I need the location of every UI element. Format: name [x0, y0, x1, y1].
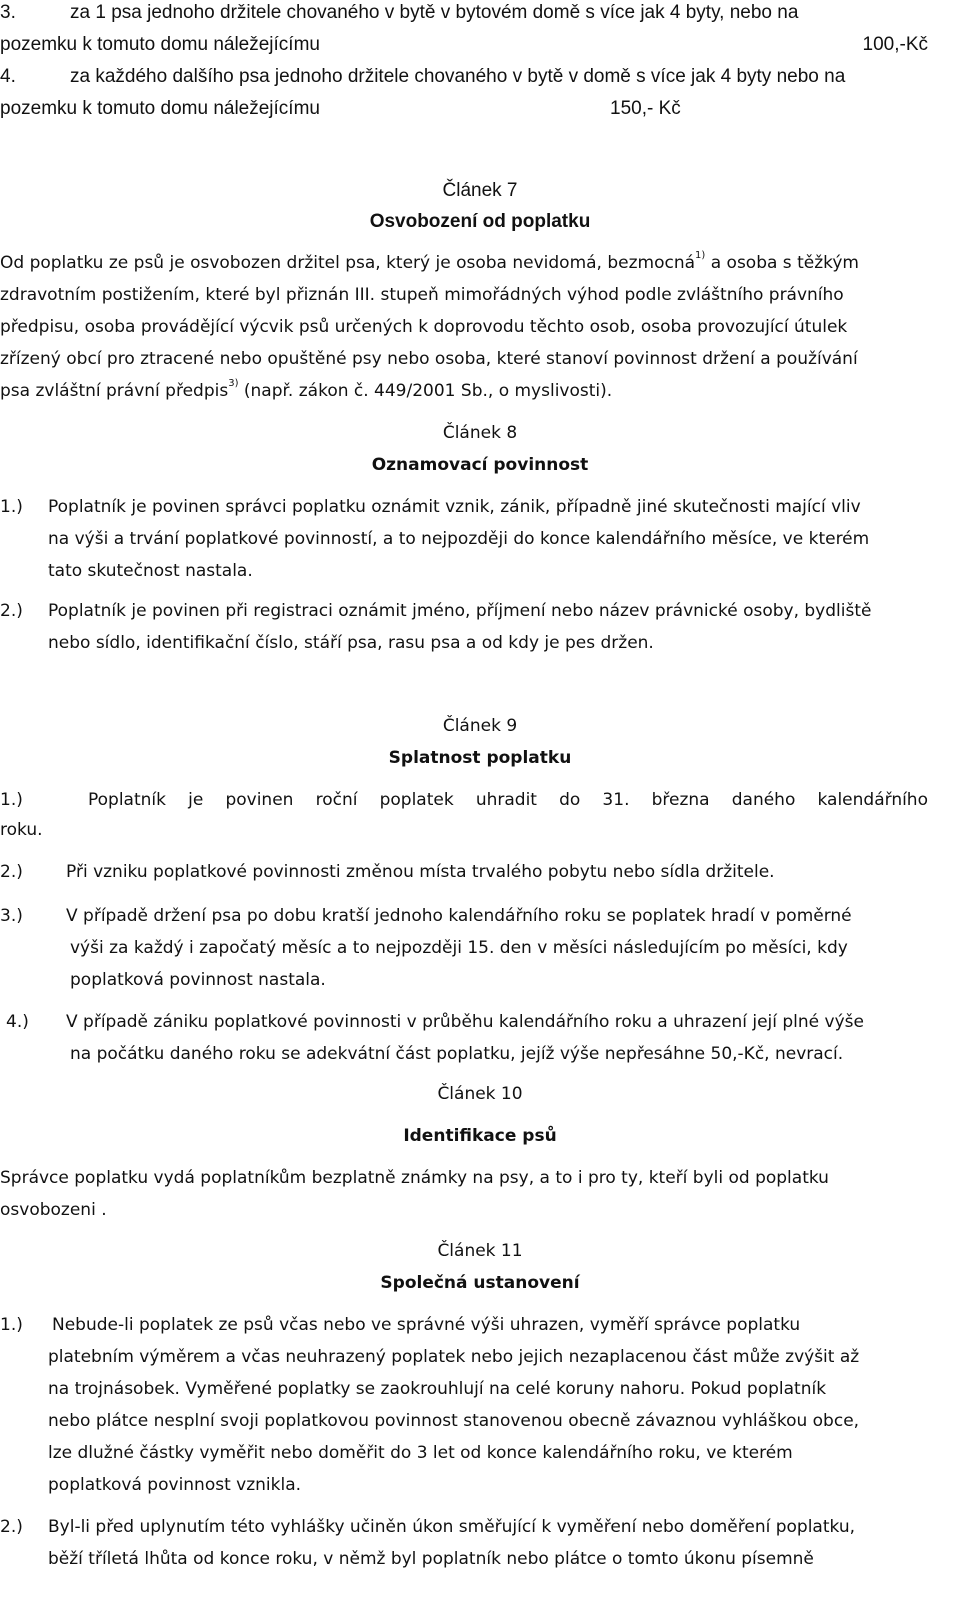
- article-11-item-1-line-4: nebo plátce nesplní svoji poplatkovou povinnost stanovenou obecně závaznou vyhláškou obce,: [48, 1411, 860, 1431]
- article-8-item-1-line-2: na výši a trvání poplatkové povinností, a to nejpozději do konce kalendářního měsíce, ve kterém: [48, 529, 870, 549]
- article-7-line-3: předpisu, osoba provádějící výcvik psů určených k doprovodu těchto osob, osoba provozující útulek: [0, 317, 848, 337]
- article-9-item-3-number: 3.): [0, 906, 23, 926]
- article-9-item-3-line-2: výši za každý i započatý měsíc a to nejpozději 15. den v měsíci následujícím po měsíci, kdy: [70, 938, 848, 958]
- article-8-item-2-number: 2.): [0, 601, 23, 621]
- item-4-line-2: pozemku k tomuto domu náležejícímu: [0, 98, 320, 119]
- article-9-item-4-line-1: V případě zániku poplatkové povinnosti v průběhu kalendářního roku a uhrazení její plné výše: [66, 1012, 864, 1032]
- article-7-line-1: Od poplatku ze psů je osvobozen držitel psa, který je osoba nevidomá, bezmocná$^{1)}$ a osoba s těžkým: [0, 250, 859, 273]
- article-9-title: Splatnost poplatku: [388, 748, 572, 768]
- item-3-amount: 100,-Kč: [862, 34, 928, 55]
- article-10-line-1: Správce poplatku vydá poplatníkům bezplatně známky na psy, a to i pro ty, kteří byli od poplatku: [0, 1168, 829, 1188]
- article-9-item-4-line-2: na počátku daného roku se adekvátní část poplatku, jejíž výše nepřesáhne 50,-Kč, nevrací.: [70, 1044, 844, 1064]
- article-7-title: Osvobození od poplatku: [369, 211, 591, 232]
- article-11-item-2-line-1: Byl-li před uplynutím této vyhlášky učiněn úkon směřující k vyměření nebo doměření poplatku,: [48, 1517, 856, 1537]
- article-11-item-1-number: 1.): [0, 1315, 23, 1335]
- article-9-item-2-number: 2.): [0, 862, 23, 882]
- article-11-item-1-line-6: poplatková povinnost vznikla.: [48, 1475, 302, 1495]
- article-11-item-1-line-3: na trojnásobek. Vyměřené poplatky se zaokrouhlují na celé koruny nahoru. Pokud poplatník: [48, 1379, 827, 1399]
- item-3-line-2: pozemku k tomuto domu náležejícímu: [0, 34, 320, 55]
- article-9-item-3-line-3: poplatková povinnost nastala.: [70, 970, 326, 990]
- article-9-heading: Článek 9: [442, 716, 518, 736]
- article-9-item-1-line-2: roku.: [0, 820, 43, 840]
- article-7-line-5: psa zvláštní právní předpis$^{3)}$ (např. zákon č. 449/2001 Sb., o myslivosti).: [0, 378, 613, 401]
- article-11-item-1-line-1: Nebude-li poplatek ze psů včas nebo ve správné výši uhrazen, vyměří správce poplatku: [52, 1315, 801, 1335]
- article-9-item-3-line-1: V případě držení psa po dobu kratší jednoho kalendářního roku se poplatek hradí v poměrné: [66, 906, 852, 926]
- article-7-heading: Článek 7: [442, 180, 518, 201]
- article-11-item-2-number: 2.): [0, 1517, 23, 1537]
- article-8-title: Oznamovací povinnost: [371, 455, 589, 475]
- article-7-line-2: zdravotním postižením, které byl přiznán III. stupeň mimořádných výhod podle zvláštního právního: [0, 285, 844, 305]
- article-11-item-1-line-2: platebním výměrem a včas neuhrazený poplatek nebo jejich nezaplacenou část může zvýšit až: [48, 1347, 860, 1367]
- article-7-line-4: zřízený obcí pro ztracené nebo opuštěné psy nebo osoba, které stanoví povinnost držení a používání: [0, 349, 858, 369]
- article-8-item-1-number: 1.): [0, 497, 23, 517]
- article-8-item-2-line-1: Poplatník je povinen při registraci oznámit jméno, příjmení nebo název právnické osoby, bydliště: [48, 601, 872, 621]
- article-9-item-1-line-1: Poplatník je povinen roční poplatek uhradit do 31. března daného kalendářního: [88, 790, 928, 810]
- item-3-number: 3.: [0, 2, 16, 23]
- item-4-amount: 150,- Kč: [610, 98, 681, 119]
- article-11-item-1-line-5: lze dlužné částky vyměřit nebo doměřit do 3 let od konce kalendářního roku, ve kterém: [48, 1443, 793, 1463]
- item-4-number: 4.: [0, 66, 16, 87]
- article-9-item-2-line-1: Při vzniku poplatkové povinnosti změnou místa trvalého pobytu nebo sídla držitele.: [66, 862, 775, 882]
- article-9-item-4-number: 4.): [6, 1012, 29, 1032]
- article-8-item-1-line-1: Poplatník je povinen správci poplatku oznámit vznik, zánik, případně jiné skutečnosti mající vliv: [48, 497, 861, 517]
- article-8-item-1-line-3: tato skutečnost nastala.: [48, 561, 253, 581]
- article-10-title: Identifikace psů: [403, 1126, 557, 1146]
- article-10-line-2: osvobozeni .: [0, 1200, 107, 1220]
- item-3-line-1: za 1 psa jednoho držitele chovaného v bytě v bytovém domě s více jak 4 byty, nebo na: [70, 2, 799, 23]
- article-8-item-2-line-2: nebo sídlo, identifikační číslo, stáří psa, rasu psa a od kdy je pes držen.: [48, 633, 654, 653]
- article-11-item-2-line-2: běží tříletá lhůta od konce roku, v němž byl poplatník nebo plátce o tomto úkonu písemně: [48, 1549, 814, 1569]
- article-11-title: Společná ustanovení: [380, 1273, 580, 1293]
- article-9-item-1-number: 1.): [0, 790, 23, 810]
- item-4-line-1: za každého dalšího psa jednoho držitele chovaného v bytě v domě s více jak 4 byty nebo na: [70, 66, 846, 87]
- article-11-heading: Článek 11: [437, 1241, 523, 1261]
- article-8-heading: Článek 8: [442, 423, 518, 443]
- article-10-heading: Článek 10: [437, 1084, 523, 1104]
